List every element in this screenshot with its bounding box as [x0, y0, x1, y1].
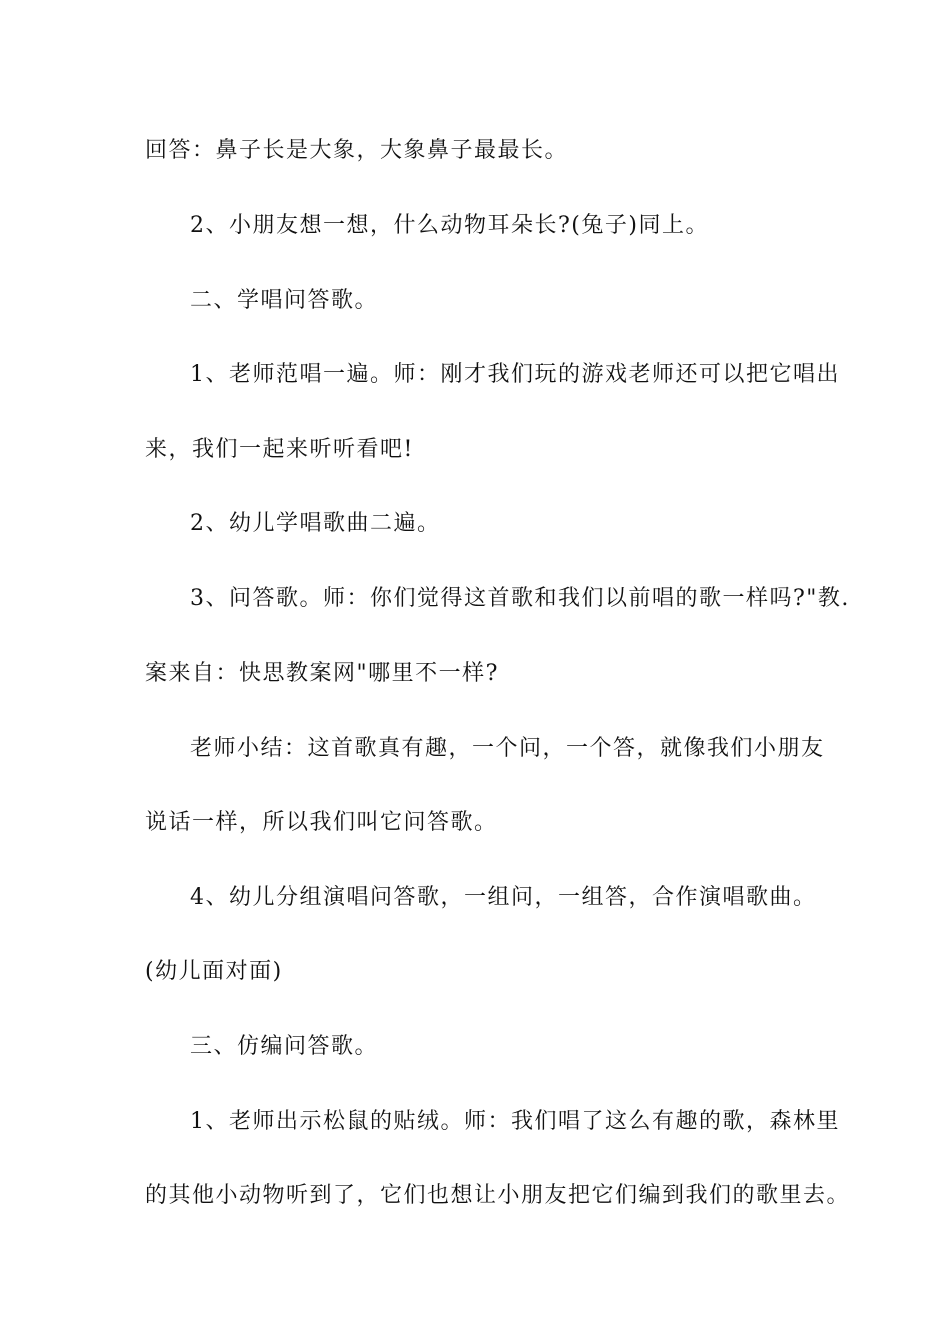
paragraph-line: 2、小朋友想一想，什么动物耳朵长?(兔子)同上。 [190, 213, 709, 238]
paragraph-line: (幼儿面对面) [145, 959, 283, 984]
paragraph-line: 2、幼儿学唱歌曲二遍。 [190, 511, 441, 536]
paragraph-line: 4、幼儿分组演唱问答歌，一组问，一组答，合作演唱歌曲。 [190, 885, 817, 910]
paragraph-line: 老师小结：这首歌真有趣，一个问，一个答，就像我们小朋友 [190, 736, 825, 761]
paragraph-line: 3、问答歌。师：你们觉得这首歌和我们以前唱的歌一样吗?"教. [190, 586, 850, 611]
paragraph-line: 的其他小动物听到了，它们也想让小朋友把它们编到我们的歌里去。 [145, 1183, 851, 1208]
paragraph-line: 来，我们一起来听听看吧! [145, 437, 414, 462]
section-heading: 三、仿编问答歌。 [190, 1034, 379, 1059]
paragraph-line: 回答：鼻子长是大象，大象鼻子最最长。 [145, 138, 569, 163]
paragraph-line: 1、老师出示松鼠的贴绒。师：我们唱了这么有趣的歌，森林里 [190, 1109, 840, 1134]
section-heading: 二、学唱问答歌。 [190, 288, 379, 313]
paragraph-line: 1、老师范唱一遍。师：刚才我们玩的游戏老师还可以把它唱出 [190, 362, 840, 387]
paragraph-line: 说话一样，所以我们叫它问答歌。 [145, 810, 498, 835]
paragraph-line: 案来自：快思教案网"哪里不一样? [145, 661, 499, 686]
